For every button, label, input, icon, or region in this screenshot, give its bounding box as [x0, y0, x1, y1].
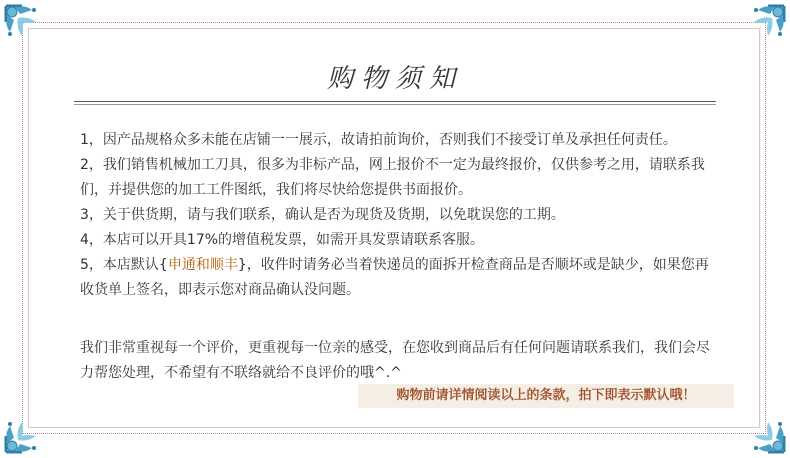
corner-ornament-icon — [744, 412, 788, 456]
notice-item-1: 1，因产品规格众多未能在店铺一一展示，故请拍前询价，否则我们不接受订单及承担任何责任。 — [80, 132, 677, 148]
title-wrap — [0, 58, 790, 95]
notice-item-5-prefix: 5，本店默认{ — [80, 257, 168, 273]
corner-ornament-icon — [2, 412, 46, 456]
notice-item-3: 3，关于供货期，请与我们联系，确认是否为现货及货期，以免耽误您的工期。 — [80, 207, 565, 223]
corner-ornament-icon — [2, 2, 46, 46]
corner-ornament-icon — [744, 2, 788, 46]
confirm-banner: 购物前请详情阅读以上的条款，拍下即表示默认哦！ — [358, 384, 734, 408]
title-divider — [74, 101, 716, 102]
notice-list — [80, 128, 720, 303]
title-divider — [74, 104, 716, 105]
notice-item-5-suffix: }，收件时请务必当着快递员的面拆开检查商品是否顺坏或是缺少，如果您再收货单上签名，即表示您对商品确认没问题。 — [80, 257, 709, 298]
page-title: 购物须知 — [326, 64, 463, 94]
feedback-paragraph: 我们非常重视每一个评价，更重视每一位亲的感受，在您收到商品后有任何问题请联系我们，我们会尽力帮您处理，不希望有不联络就给不良评价的哦^.^ — [80, 340, 710, 381]
notice-item-4: 4，本店可以开具17%的增值税发票，如需开具发票请联系客服。 — [80, 232, 485, 248]
courier-highlight: 申通和顺丰 — [167, 257, 238, 273]
notice-item-2: 2，我们销售机械加工刀具，很多为非标产品，网上报价不一定为最终报价，仅供参考之用，请联系我们，并提供您的加工工件图纸，我们将尽快给您提供书面报价。 — [80, 157, 705, 198]
notice-item-5 — [80, 253, 720, 303]
